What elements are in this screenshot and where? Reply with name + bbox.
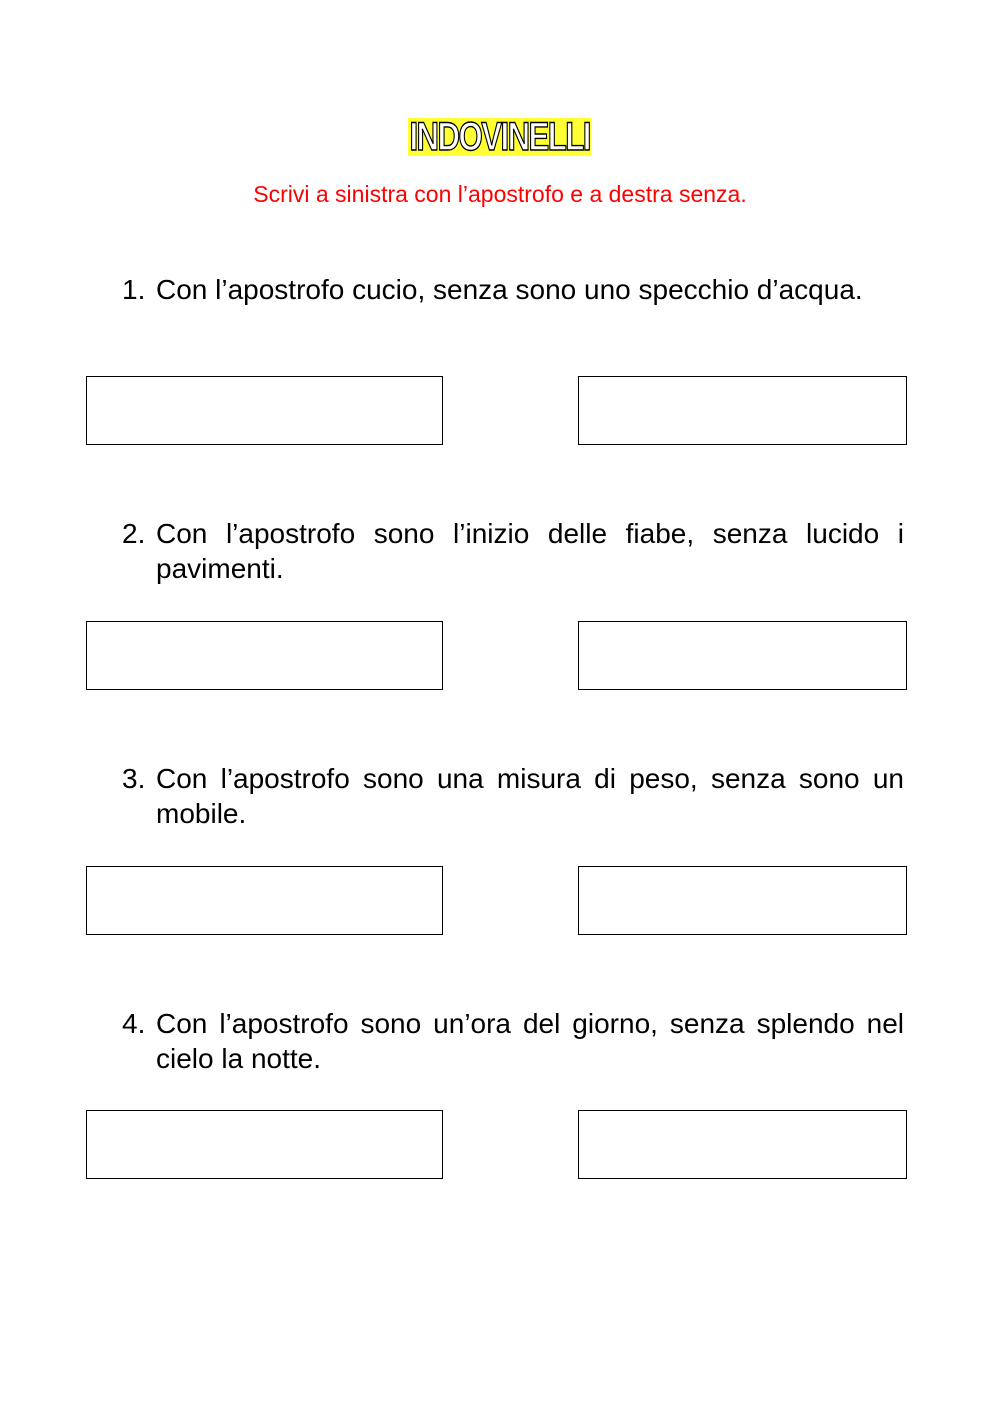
question-4 xyxy=(122,1006,904,1076)
answer-box-with-apostrophe-4[interactable] xyxy=(86,1110,443,1179)
question-text: Con l’apostrofo sono un’ora del giorno, senza splendo nel cielo la notte. xyxy=(156,1008,904,1074)
answer-box-without-apostrophe-3[interactable] xyxy=(578,866,907,935)
title-container xyxy=(0,115,1000,159)
answer-box-without-apostrophe-4[interactable] xyxy=(578,1110,907,1179)
page-title: INDOVINELLI xyxy=(409,115,591,159)
question-number: 2. xyxy=(122,518,146,549)
question-text: Con l’apostrofo sono l’inizio delle fiabe, senza lucido i pavimenti. xyxy=(156,518,904,584)
answer-box-with-apostrophe-1[interactable] xyxy=(86,376,443,445)
answer-box-without-apostrophe-2[interactable] xyxy=(578,621,907,690)
question-number: 3. xyxy=(122,763,146,794)
question-number: 4. xyxy=(122,1008,146,1039)
question-3 xyxy=(122,761,904,831)
question-number: 1. xyxy=(122,274,146,305)
answer-box-without-apostrophe-1[interactable] xyxy=(578,376,907,445)
question-2 xyxy=(122,516,904,586)
answer-box-with-apostrophe-2[interactable] xyxy=(86,621,443,690)
question-text: Con l’apostrofo cucio, senza sono uno specchio d’acqua. xyxy=(156,274,863,305)
instruction-text: Scrivi a sinistra con l’apostrofo e a destra senza. xyxy=(253,181,747,207)
answer-box-with-apostrophe-3[interactable] xyxy=(86,866,443,935)
question-1 xyxy=(122,272,904,307)
question-text: Con l’apostrofo sono una misura di peso, senza sono un mobile. xyxy=(156,763,904,829)
